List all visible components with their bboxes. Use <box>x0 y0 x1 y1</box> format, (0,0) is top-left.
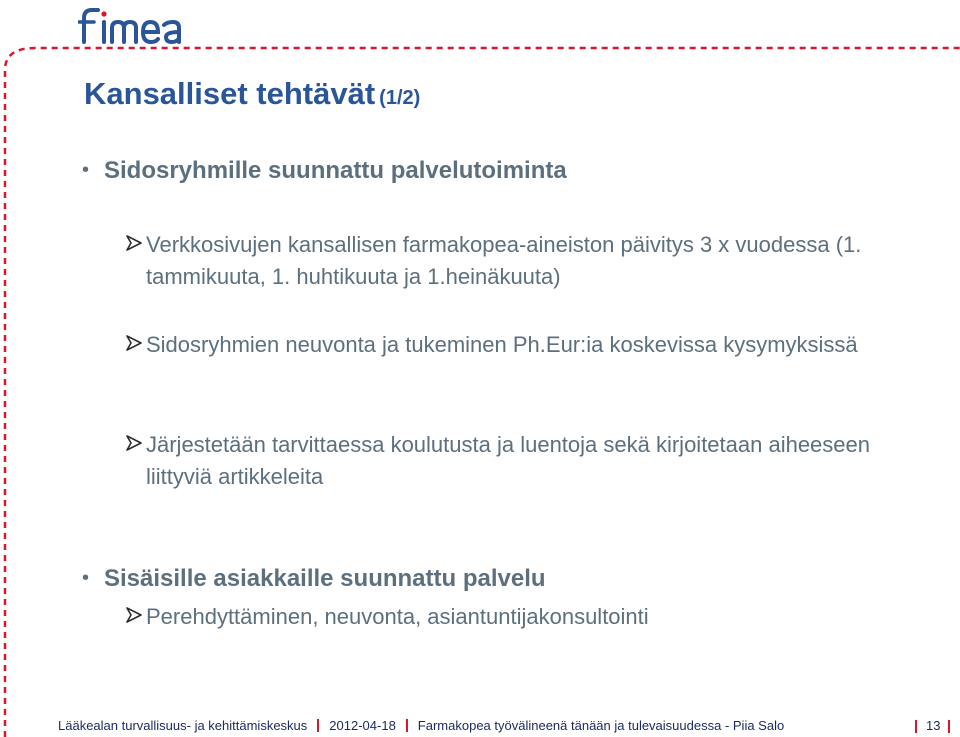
slide-title <box>84 76 420 112</box>
list-item-text: Perehdyttäminen, neuvonta, asiantuntijakonsultointi <box>146 604 649 629</box>
section-heading-1 <box>82 157 567 186</box>
footer-separator <box>915 720 917 733</box>
footer-separator <box>406 719 408 732</box>
bullet-dot-icon: • <box>82 567 90 589</box>
footer-presentation: Farmakopea työvälineenä tänään ja tulevaisuudessa - Piia Salo <box>417 718 785 733</box>
slide-title-part: (1/2) <box>379 87 421 109</box>
arrow-bullet-icon <box>124 333 144 353</box>
list-item <box>124 429 914 493</box>
arrow-bullet-icon <box>124 605 144 625</box>
list-item-text: Verkkosivujen kansallisen farmakopea-aineiston päivitys 3 x vuodessa (1. tammikuuta, 1. huhtikuuta ja 1.heinäkuuta) <box>146 232 862 289</box>
bullet-dot-icon: • <box>82 159 90 181</box>
footer-separator <box>948 720 950 733</box>
slide-title-main: Kansalliset tehtävät <box>84 76 376 111</box>
section-heading-1-label: Sidosryhmille suunnattu palvelutoiminta <box>104 157 567 184</box>
list-item <box>124 329 914 361</box>
page-number: 13 <box>926 718 941 733</box>
footer-separator <box>317 719 319 732</box>
list-item-text: Sidosryhmien neuvonta ja tukeminen Ph.Eur:ia koskevissa kysymyksissä <box>146 332 858 357</box>
list-item <box>124 601 914 633</box>
slide-footer <box>58 716 958 736</box>
fimea-logo <box>78 4 190 46</box>
section-heading-2 <box>82 565 546 594</box>
footer-date: 2012-04-18 <box>329 718 396 733</box>
arrow-bullet-icon <box>124 233 144 253</box>
footer-organization: Lääkealan turvallisuus- ja kehittämiskeskus <box>58 718 308 733</box>
list-item-text: Järjestetään tarvittaessa koulutusta ja luentoja sekä kirjoitetaan aiheeseen liittyviä artikkeleita <box>146 432 871 489</box>
list-item <box>124 229 914 293</box>
section-heading-2-label: Sisäisille asiakkaille suunnattu palvelu <box>104 565 546 592</box>
arrow-bullet-icon <box>124 433 144 453</box>
